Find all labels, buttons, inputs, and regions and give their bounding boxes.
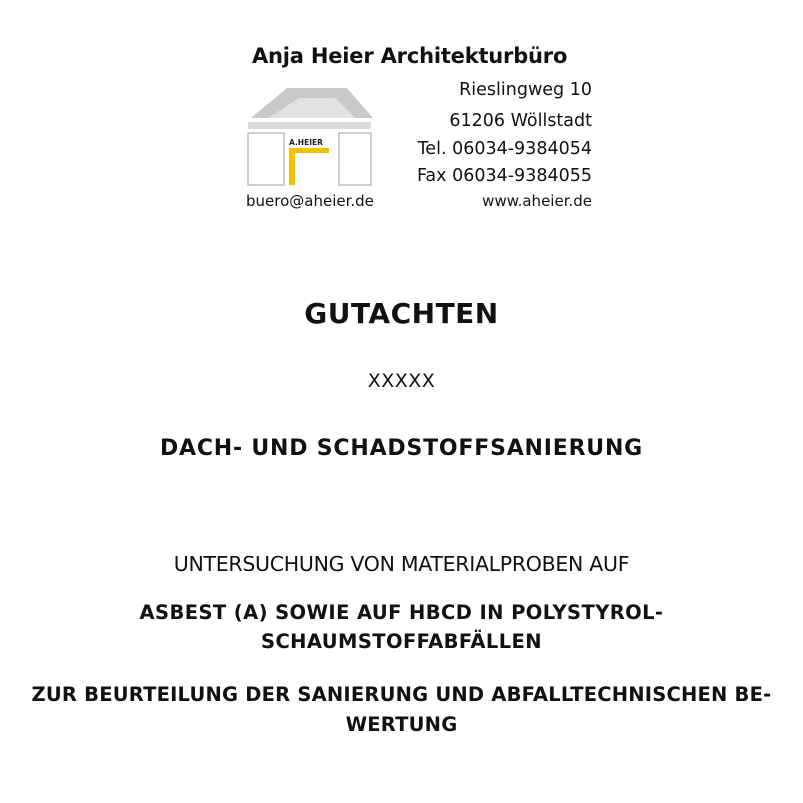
- accent-bar-horizontal: [289, 148, 329, 153]
- document-title: GUTACHTEN: [304, 297, 499, 330]
- house-logo-icon: [243, 78, 383, 190]
- fax-number: Fax 06034-9384055: [416, 166, 592, 186]
- document-subject: DACH- UND SCHADSTOFFSANIERUNG: [159, 436, 644, 461]
- phone-number: Tel. 06034-9384054: [417, 139, 592, 159]
- accent-bar-vertical: [289, 148, 295, 185]
- materials-line: SCHAUMSTOFFABFÄLLEN: [261, 630, 542, 653]
- left-pillar-shape: [248, 133, 284, 185]
- letterhead: [243, 44, 598, 216]
- purpose-line: ZUR BEURTEILUNG DER SANIERUNG UND ABFALLTECHNISCHEN BE-: [31, 683, 772, 706]
- investigation-heading: UNTERSUCHUNG VON MATERIALPROBEN AUF: [173, 552, 630, 576]
- company-name: Anja Heier Architekturbüro: [252, 44, 568, 68]
- website-url: www.aheier.de: [482, 192, 592, 210]
- address-street: Rieslingweg 10: [459, 80, 592, 100]
- purpose-block: [0, 680, 803, 740]
- logo-brand-text: A.HEIER: [289, 138, 323, 147]
- address-city: 61206 Wöllstadt: [449, 111, 592, 131]
- beam-shape: [248, 122, 371, 129]
- right-pillar-shape: [339, 133, 371, 185]
- materials-block: [0, 598, 803, 656]
- purpose-line: WERTUNG: [345, 713, 458, 736]
- email-address: buero@aheier.de: [246, 192, 374, 210]
- project-placeholder: XXXXX: [367, 370, 436, 392]
- materials-line: ASBEST (A) SOWIE AUF HBCD IN POLYSTYROL-: [139, 601, 664, 624]
